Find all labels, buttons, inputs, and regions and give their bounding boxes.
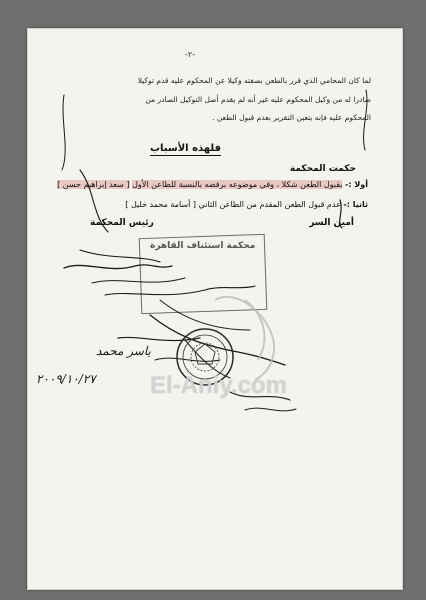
court-secretary-label: أمين السر: [309, 218, 354, 228]
section-heading: فلهذه الأسباب: [150, 143, 221, 154]
signature-stroke: [105, 286, 255, 295]
second-appellant-name: [ أسامة محمد خليل ]: [125, 200, 196, 209]
signature-stroke: [92, 278, 185, 283]
background-emblem: [215, 297, 274, 380]
body-line-2: صادرا له من وكيل المحكوم عليه غير أنه لم يقدم أصل التوكيل الصادر من: [145, 95, 371, 104]
handwritten-date: ٢٠٠٩/١٠/٢٧: [36, 372, 96, 386]
first-appellant-name: [ سعد إبراهيم حسن ]: [57, 180, 130, 189]
second-ruling-text: عدم قبول الطعن المقدم من الطاعن الثاني: [198, 200, 341, 209]
signature-stroke: [80, 250, 160, 262]
court-stamp-title: محكمة استئناف القاهرة: [150, 241, 256, 251]
margin-stroke: [80, 170, 108, 232]
signature-stroke: [245, 408, 296, 411]
signature-stroke: [155, 358, 220, 361]
court-ruling-label: حكمت المحكمة: [289, 164, 356, 174]
page-number: -٢-: [185, 50, 196, 59]
first-ruling-text: بقبول الطعن شكلا ، وفي موضوعه برفضه بالنسبة للطاعن الأول: [132, 180, 343, 189]
court-president-label: رئيس المحكمة: [90, 218, 154, 228]
site-watermark: El-Aniy.com: [150, 372, 287, 399]
handwritten-name: ياسر محمد: [96, 344, 151, 358]
margin-stroke: [62, 95, 65, 170]
body-line-1: لما كان المحامي الذي قرر بالطعن بصفته وكيلا عن المحكوم عليه قدم توكيلا: [137, 76, 371, 85]
body-line-3: المحكوم عليه فإنه يتعين التقرير بعدم قبول الطعن .: [212, 113, 371, 122]
first-label: أولا :-: [345, 180, 368, 189]
margin-stroke: [364, 90, 367, 150]
second-label: ثانيا :-: [343, 200, 368, 209]
margin-stroke: [340, 200, 342, 228]
signature-stroke: [160, 300, 250, 330]
signature-stroke: [64, 265, 172, 269]
